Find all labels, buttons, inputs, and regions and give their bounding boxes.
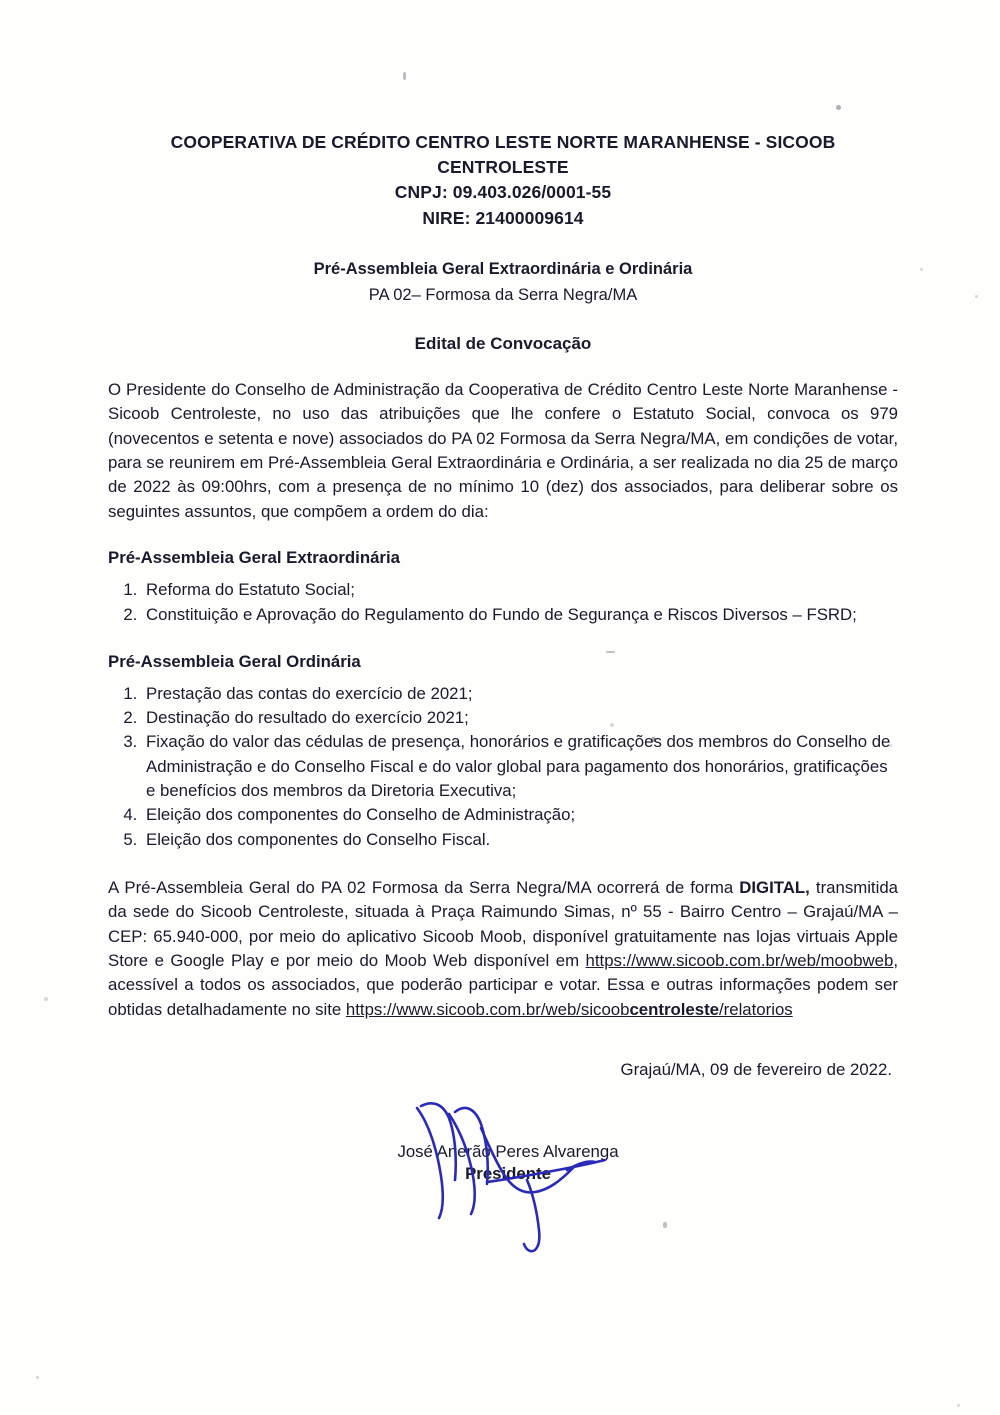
- final-paragraph-part3: , acessível a todos os associados, que poderão participar e votar. Essa e outras informações podem ser obtidas detalhadamente no site: [108, 951, 898, 1019]
- document-header: [108, 130, 898, 230]
- final-paragraph-part1: A Pré-Assembleia Geral do PA 02 Formosa da Serra Negra/MA ocorrerá de forma: [108, 878, 740, 897]
- final-paragraph: [108, 876, 898, 1022]
- header-cooperative-name-cont: CENTROLESTE: [437, 156, 569, 177]
- signature-block: [108, 1142, 898, 1252]
- list-item: 2. Constituição e Aprovação do Regulamento do Fundo de Segurança e Riscos Diversos – FSRD;: [142, 603, 898, 627]
- document-subtitle: [108, 258, 898, 308]
- list-item: 1. Reforma do Estatuto Social;: [142, 578, 898, 602]
- list-item: 5. Eleição dos componentes do Conselho Fiscal.: [142, 828, 898, 852]
- agenda-list-ordinary: [108, 682, 898, 852]
- header-nire: NIRE: 21400009614: [422, 207, 584, 228]
- scan-artifact: [36, 1376, 39, 1379]
- relatorios-link-bold: centroleste: [629, 999, 719, 1019]
- place-and-date: Grajaú/MA, 09 de fevereiro de 2022.: [620, 1060, 892, 1080]
- scan-artifact: [44, 997, 48, 1001]
- relatorios-link-prefix: https://www.sicoob.com.br/web/sicoob: [345, 999, 630, 1019]
- section-heading-extraordinary: Pré-Assembleia Geral Extraordinária: [108, 547, 400, 567]
- scan-artifact: [403, 72, 406, 80]
- header-cooperative-name: COOPERATIVA DE CRÉDITO CENTRO LESTE NORTE MARANHENSE - SICOOB: [170, 132, 836, 152]
- section-heading-ordinary: Pré-Assembleia Geral Ordinária: [108, 651, 361, 671]
- signatory-name: José Anerão Peres Alvarenga: [397, 1142, 619, 1162]
- list-item: 1. Prestação das contas do exercício de 2021;: [142, 682, 898, 706]
- list-item: 4. Eleição dos componentes do Conselho de Administração;: [142, 803, 898, 827]
- signatory-role: Presidente: [465, 1164, 551, 1184]
- agenda-list-extraordinary: [108, 578, 898, 628]
- scan-artifact: [957, 1404, 960, 1407]
- page-title: Edital de Convocação: [414, 333, 592, 353]
- final-paragraph-part2: transmitida da sede do Sicoob Centroleste, situada à Praça Raimundo Simas, nº 55 - Bairro Centro – Grajaú/MA – CEP: 65.940-000, por meio do aplicativo Sicoob Moob, disponível gratuitamente nas lojas virtuais Apple Store e Google Play e por meio do Moob Web disponível em: [108, 878, 898, 971]
- subtitle-location: PA 02– Formosa da Serra Negra/MA: [368, 285, 638, 304]
- document-body: [108, 130, 898, 1252]
- relatorios-link-suffix: /relatorios: [719, 999, 793, 1019]
- scan-artifact: [836, 105, 841, 110]
- list-item: 3. Fixação do valor das cédulas de presença, honorários e gratificações dos membros do Conselho de Administração e do Conselho Fiscal e do valor global para pagamento dos honorários, gratificações e benefícios dos membros da Diretoria Executiva;: [142, 730, 898, 803]
- intro-paragraph: O Presidente do Conselho de Administração da Cooperativa de Crédito Centro Leste Norte Maranhense - Sicoob Centroleste, no uso das atribuições que lhe confere o Estatuto Social, convoca os 979 (novecentos e setenta e nove) associados do PA 02 Formosa da Serra Negra/MA, em condições de votar, para se reunirem em Pré-Assembleia Geral Extraordinária e Ordinária, a ser realizada no dia 25 de março de 2022 às 09:00hrs, com a presença de no mínimo 10 (dez) dos associados, para deliberar sobre os seguintes assuntos, que compõem a ordem do dia:: [108, 379, 898, 521]
- relatorios-link[interactable]: [346, 1000, 793, 1019]
- scan-artifact: [975, 295, 978, 298]
- scan-artifact: [920, 268, 923, 271]
- header-cnpj: CNPJ: 09.403.026/0001-55: [394, 182, 612, 202]
- list-item: 2. Destinação do resultado do exercício 2021;: [142, 706, 898, 730]
- moobweb-link[interactable]: https://www.sicoob.com.br/web/moobweb: [585, 951, 894, 971]
- subtitle-assembly-type: Pré-Assembleia Geral Extraordinária e Ordinária: [313, 260, 693, 278]
- digital-emphasis: DIGITAL,: [739, 878, 810, 897]
